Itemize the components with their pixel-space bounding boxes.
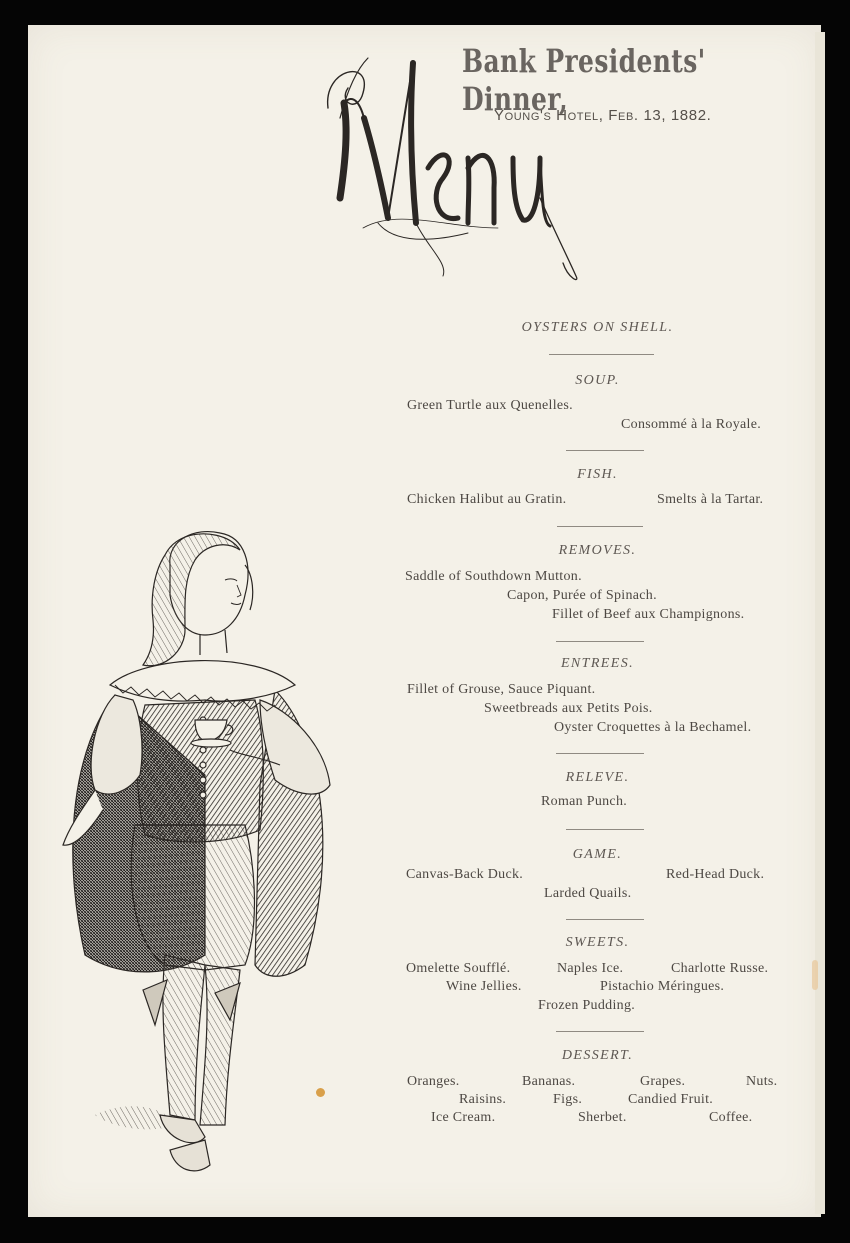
- menu-item: Bananas.: [522, 1074, 576, 1089]
- menu-item: Grapes.: [640, 1074, 686, 1089]
- divider: [566, 450, 644, 451]
- divider: [566, 919, 644, 920]
- card-edge: [815, 32, 825, 1214]
- menu-item: Saddle of Southdown Mutton.: [405, 569, 582, 584]
- menu-item: Consommé à la Royale.: [621, 417, 762, 432]
- menu-item: Larded Quails.: [544, 886, 632, 901]
- menu-item: Chicken Halibut au Gratin.: [407, 492, 567, 507]
- menu-item: Red-Head Duck.: [666, 867, 765, 882]
- divider: [556, 1031, 644, 1032]
- heading-dessert: DESSERT.: [561, 1048, 634, 1063]
- menu-item: Fillet of Grouse, Sauce Piquant.: [407, 682, 596, 697]
- divider: [566, 829, 644, 830]
- heading-entrees: ENTREES.: [560, 656, 635, 671]
- menu-item: Fillet of Beef aux Champignons.: [552, 607, 745, 622]
- menu-item: Sherbet.: [578, 1110, 627, 1125]
- page-boy-illustration: [55, 525, 355, 1185]
- menu-item: Nuts.: [746, 1074, 778, 1089]
- menu-item: Frozen Pudding.: [538, 998, 636, 1013]
- menu-item: Pistachio Méringues.: [600, 979, 725, 994]
- heading-removes: REMOVES.: [558, 543, 637, 558]
- menu-script-logo: [318, 48, 588, 283]
- divider: [556, 753, 644, 754]
- menu-item: Capon, Purée of Spinach.: [507, 588, 657, 603]
- menu-item: Wine Jellies.: [446, 979, 522, 994]
- dinner-title: Bank Presidents' Dinner,: [462, 42, 706, 118]
- heading-releve: RELEVE.: [565, 770, 630, 785]
- heading-sweets: SWEETS.: [565, 935, 630, 950]
- menu-item: Candied Fruit.: [628, 1092, 714, 1107]
- menu-item: Ice Cream.: [431, 1110, 496, 1125]
- heading-game: GAME.: [572, 847, 623, 862]
- paper-stain: [316, 1088, 325, 1097]
- menu-item: Green Turtle aux Quenelles.: [407, 398, 573, 413]
- menu-item: Naples Ice.: [557, 961, 624, 976]
- heading-oysters: OYSTERS ON SHELL.: [521, 320, 674, 335]
- menu-item: Raisins.: [459, 1092, 507, 1107]
- heading-soup: SOUP.: [575, 373, 620, 388]
- menu-item: Sweetbreads aux Petits Pois.: [484, 701, 653, 716]
- menu-item: Charlotte Russe.: [671, 961, 769, 976]
- menu-item: Smelts à la Tartar.: [657, 492, 764, 507]
- divider: [549, 354, 654, 355]
- menu-item: Canvas-Back Duck.: [406, 867, 524, 882]
- divider: [557, 526, 643, 527]
- menu-item: Figs.: [553, 1092, 583, 1107]
- menu-item: Omelette Soufflé.: [406, 961, 511, 976]
- paper-stain-edge: [812, 960, 818, 990]
- menu-item: Oyster Croquettes à la Bechamel.: [554, 720, 752, 735]
- menu-item: Oranges.: [407, 1074, 460, 1089]
- dinner-subtitle: Young's Hotel, Feb. 13, 1882.: [494, 107, 712, 124]
- menu-item: Coffee.: [709, 1110, 753, 1125]
- divider: [556, 641, 644, 642]
- heading-fish: FISH.: [577, 467, 618, 482]
- menu-item: Roman Punch.: [541, 794, 628, 809]
